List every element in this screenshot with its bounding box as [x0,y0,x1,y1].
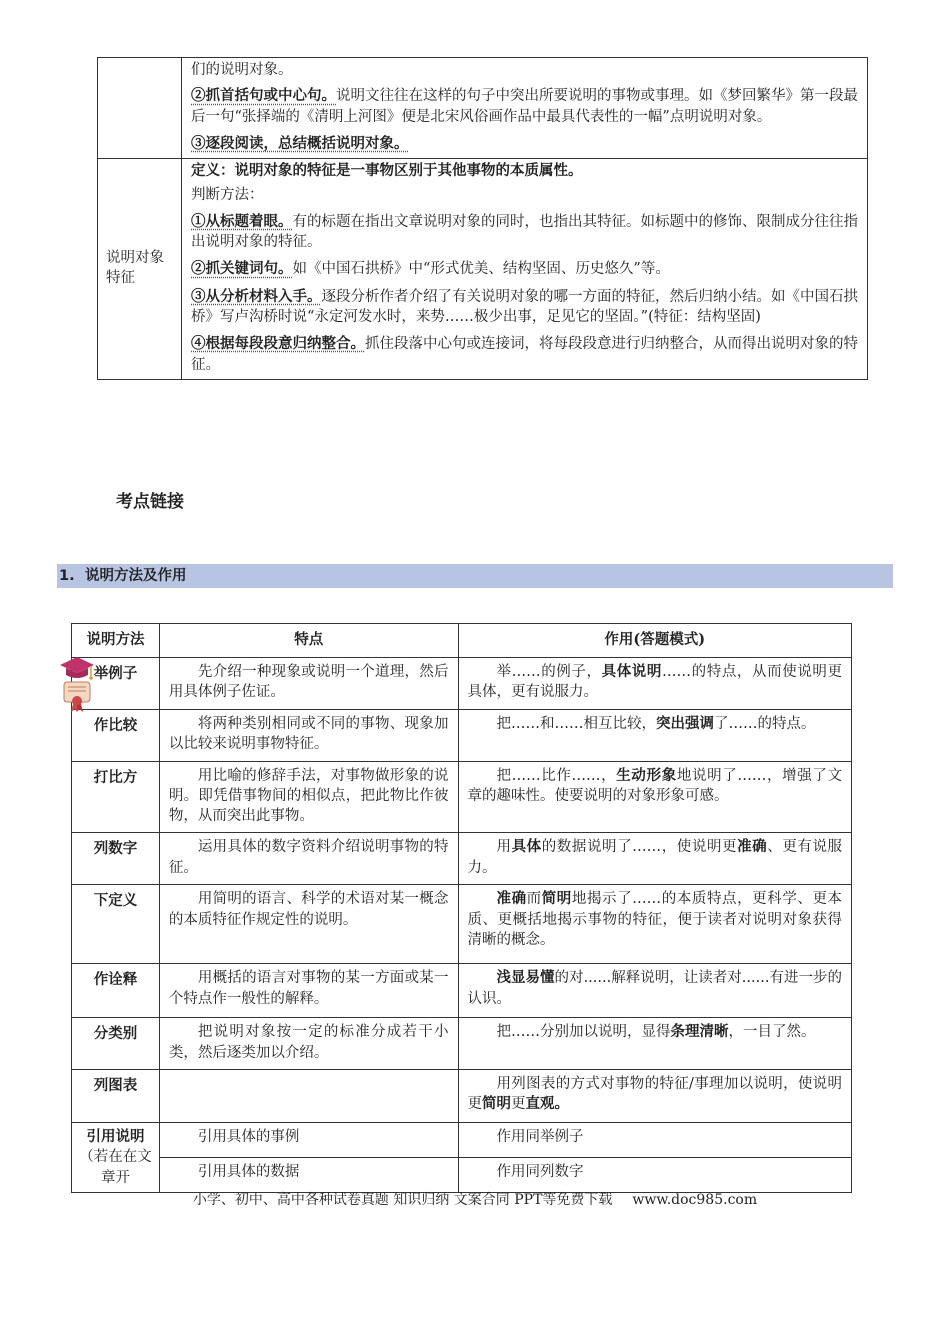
list-item: ③从分析材料入手。逐段分析作者介绍了有关说明对象的哪一方面的特征，然后归纳小结。如《中国石拱桥》写卢沟桥时说“永定河发水时，来势……极少出事，足见它的坚固。”(特征：结构坚固) [191,287,858,325]
method-name: 下定义 [72,885,160,964]
method-effect [458,1070,852,1123]
emphasis-text: 直观。 [525,1095,569,1113]
explanation-object-table [97,57,868,380]
continued-text: 们的说明对象。 [191,62,293,78]
method-feature: 先介绍一种现象或说明一个道理，然后用具体例子佐证。 [159,658,458,710]
method-effect [458,709,852,761]
methods-table [71,623,852,1193]
label-cell [98,58,182,159]
effect-text: 的数据说明了……，使说明更 [541,839,738,856]
method-name: 举例子 [72,658,160,710]
effect-text: 把……比作……， [496,767,617,784]
footer-text: 小学、初中、高中各种试卷真题 知识归纳 文案合同 PPT等免费下载 [192,1192,613,1208]
column-header: 特点 [159,624,458,658]
method-name: 作诠释 [72,964,160,1018]
effect-text: 地揭示了……的本质特点，更科学、更本质、更概括地揭示事物的特征，便于读者对说明对象获得清晰的概念。 [467,891,843,949]
column-header: 作用(答题模式) [458,624,852,658]
row-label: 说明对象特征 [98,159,182,380]
section-bar [57,564,893,588]
list-item: ②抓关键词句。如《中国石拱桥》中“形式优美、结构坚固、历史悠久”等。 [191,260,670,278]
definition: 定义：说明对象的特征是一事物区别于其他事物的本质属性。 [191,162,583,180]
emphasis-text: 突出强调 [656,714,714,732]
method-feature: 用概括的语言对事物的某一方面或某一个特点作一般性的解释。 [159,964,458,1018]
emphasis-text: 简明 [482,1095,511,1113]
method-feature: 用比喻的修辞手法，对事物做形象的说明。即凭借事物间的相似点，把此物比作彼物，从而突出此事物。 [159,761,458,833]
effect-text: 把……分别加以说明，显得 [496,1024,671,1041]
table-row [72,1158,852,1193]
method-effect [458,833,852,885]
method-feature: 引用具体的数据 [159,1158,458,1193]
method-effect [458,964,852,1018]
table-row [98,159,868,380]
method-effect [458,761,852,833]
table-row [72,964,852,1018]
method-name: 分类别 [72,1018,160,1070]
method-feature: 将两种类别相同或不同的事物、现象加以比较来说明事物特征。 [159,709,458,761]
content-cell [182,159,868,380]
effect-text: 、更有说服力。 [467,839,843,876]
method-feature: 用简明的语言、科学的术语对某一概念的本质特征作规定性的说明。 [159,885,458,964]
emphasis-text: 具体 [511,838,542,856]
method-feature: 引用具体的事例 [159,1123,458,1158]
method-effect: 作用同举例子 [458,1123,852,1158]
page-footer [0,1191,950,1211]
method-feature [159,1070,458,1123]
table-row [98,58,868,159]
emphasis-text: 生动形象 [616,766,677,784]
section-number: 1. [59,568,75,584]
table-header-row [72,624,852,658]
effect-text: 而 [526,891,542,908]
method-effect [458,658,852,710]
method-effect [458,1018,852,1070]
effect-text: 的对......解释说明，让读者对......有进一步的认识。 [467,970,843,1007]
method-name: 打比方 [72,761,160,833]
content-cell [182,58,868,159]
effect-text: 地说明了……，增强了文章的趣味性。使要说明的对象形象可感。 [467,767,843,804]
section-title: 说明方法及作用 [85,568,187,584]
table-row [72,761,852,833]
effect-text: 用列图表的方式对事物的特征/事理加以说明，使说明更 [467,1076,842,1113]
emphasis-text: 条理清晰 [670,1023,729,1041]
effect-text: 把……和……相互比较， [496,715,656,732]
effect-text: ，一目了然。 [728,1024,816,1041]
method-rows [72,658,852,1123]
method-effect [458,885,852,964]
emphasis-text: 简明 [541,890,572,908]
list-item: ②抓首括句或中心句。说明文往往在这样的句子中突出所要说明的事物或事理。如《梦回繁华》第一段最后一句“张择端的《清明上河图》便是北宋风俗画作品中最具代表性的一幅”点明说明对象。 [191,87,858,125]
effect-text: 了……的特点。 [714,715,816,732]
list-item: ③逐段阅读，总结概括说明对象。 [191,134,409,152]
table-row [72,833,852,885]
list-item: ④根据每段段意归纳整合。抓住段落中心句或连接词，将每段段意进行归纳整合，从而得出说明对象的特征。 [191,335,858,373]
method-name: 列图表 [72,1070,160,1123]
section-heading: 考点链接 [116,492,184,512]
method-label: 判断方法： [191,187,264,204]
effect-text: 用 [496,839,512,856]
emphasis-text: 浅显易懂 [496,969,555,987]
emphasis-text: 准确 [737,838,768,856]
column-header: 说明方法 [72,624,160,658]
table-row [72,709,852,761]
method-name-cite: 引用说明（若在在文章开 [72,1123,160,1193]
method-feature: 把说明对象按一定的标准分成若干小类，然后逐类加以介绍。 [159,1018,458,1070]
method-name: 列数字 [72,833,160,885]
method-feature: 运用具体的数字资料介绍说明事物的特征。 [159,833,458,885]
method-effect: 作用同列数字 [458,1158,852,1193]
table-row [72,1123,852,1158]
effect-text: ……的特点，从而使说明更具体，更有说服力。 [467,664,843,701]
list-item: ①从标题着眼。有的标题在指出文章说明对象的同时，也指出其特征。如标题中的修饰、限制成分往往指出说明对象的特征。 [191,212,858,251]
emphasis-text: 具体说明 [601,663,663,680]
emphasis-text: 准确 [496,890,527,908]
graduation-cap-diploma-icon [58,655,96,713]
table-row [72,1018,852,1070]
effect-text: 举……的例子， [496,664,602,680]
effect-text: 更 [511,1096,526,1113]
footer-site: www.doc985.com [632,1192,758,1208]
table-row [72,885,852,964]
table-row [72,658,852,710]
table-row [72,1070,852,1123]
method-name: 作比较 [72,709,160,761]
